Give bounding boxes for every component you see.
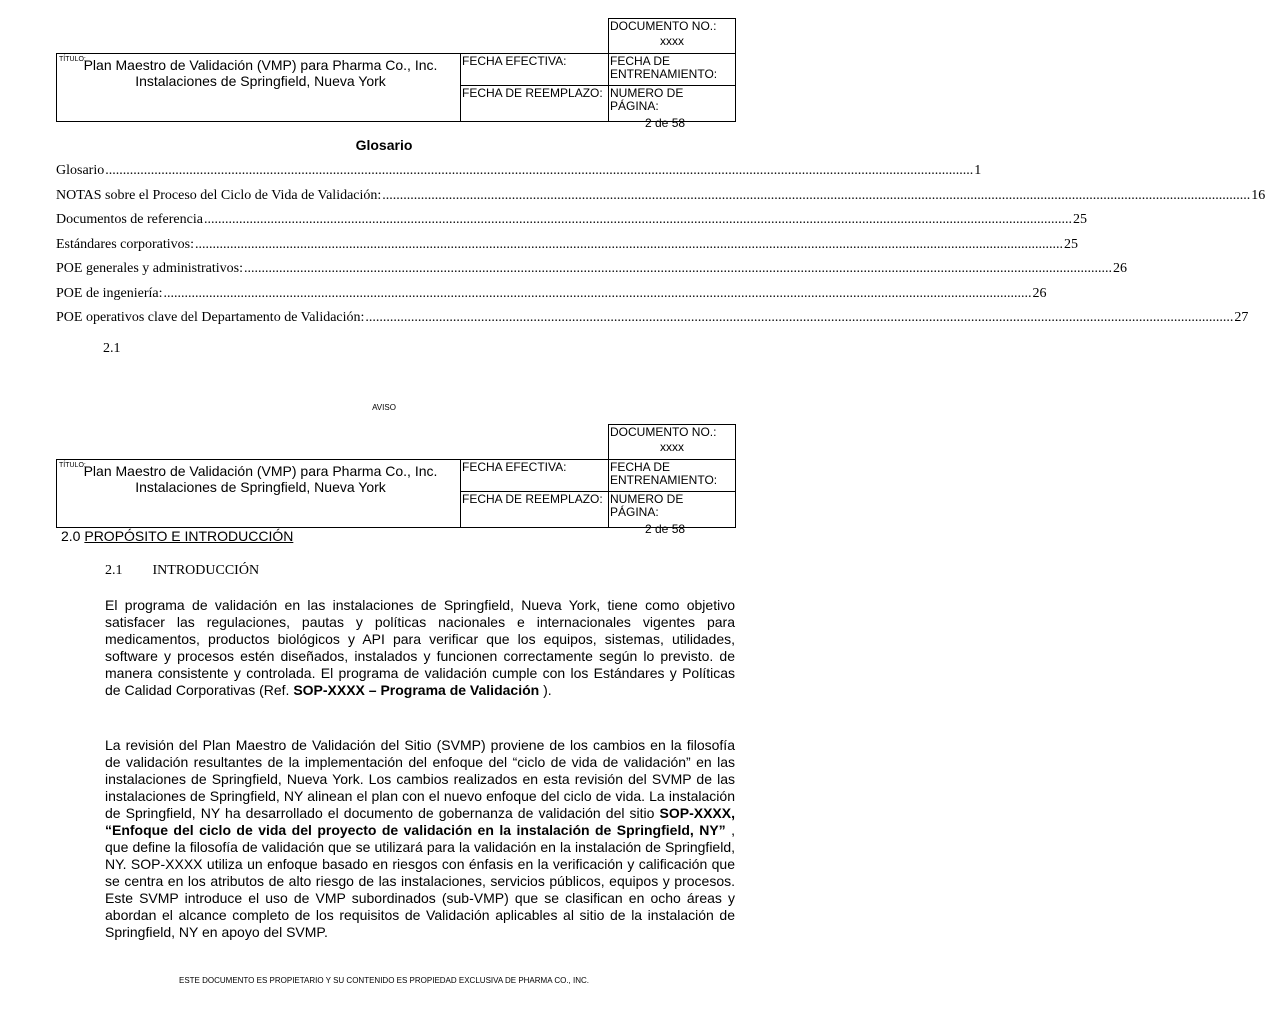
toc-entry-page: 25 — [1064, 236, 1079, 252]
page-number-label: NUMERO DE PÁGINA: — [610, 86, 684, 113]
toc-leader — [105, 163, 973, 179]
glossary-title: Glosario — [355, 137, 413, 153]
glossary-toc — [56, 163, 1265, 335]
replacement-date-cell — [460, 491, 609, 528]
toc-entry-page: 27 — [1234, 310, 1249, 325]
toc-entry[interactable] — [56, 285, 1047, 311]
title-cell — [56, 53, 461, 122]
replacement-date-label: FECHA DE REEMPLAZO: — [462, 86, 603, 100]
para2-sop-ref: SOP-XXXX, “Enfoque del ciclo de vida del proyecto de validación en la instalación de Springfield, NY” — [105, 805, 735, 838]
toc-leader — [204, 212, 1072, 228]
para1-text: El programa de validación en las instalaciones de Springfield, Nueva York, tiene como objetivo satisfacer las regulaciones, pautas y políticas nacionales e internacionales vigentes para medicamentos, productos biológicos y API para verificar que los equipos, sistemas, utilidades, software y procesos estén diseñados, instalados y funcionen correctamente según lo previsto. de manera consistente y controlada. El programa de validación cumple con los Estándares y Políticas de Calidad Corporativas (Ref. — [105, 597, 735, 698]
toc-entry-text: POE operativos clave del Departamento de Validación: — [56, 310, 365, 325]
toc-entry-text: NOTAS sobre el Proceso del Ciclo de Vida de Validación: — [56, 187, 382, 203]
toc-leader — [365, 310, 1233, 326]
toc-entry-text: POE generales y administrativos: — [56, 261, 244, 276]
effective-date-cell — [460, 459, 609, 492]
title-tag: TÍTULO: — [59, 56, 86, 63]
para1-sop-ref: SOP-XXXX – Programa de Validación — [293, 682, 540, 698]
intro-paragraph-2 — [105, 737, 735, 941]
subsection-heading — [105, 563, 259, 579]
toc-entry-page: 1 — [974, 163, 982, 178]
page-number-value: 2 de 58 — [645, 116, 686, 130]
title-tag: TÍTULO: — [59, 462, 86, 469]
subsection-title: INTRODUCCIÓN — [152, 563, 260, 578]
training-date-label: FECHA DE ENTRENAMIENTO: — [610, 460, 718, 487]
para1-end: ). — [539, 682, 552, 698]
doc-number-label: DOCUMENTO NO.: — [610, 19, 717, 33]
section-heading — [61, 528, 293, 544]
proprietary-footer: ESTE DOCUMENTO ES PROPIETARIO Y SU CONTENIDO ES PROPIEDAD EXCLUSIVA DE PHARMA CO., INC. — [178, 976, 589, 985]
toc-entry[interactable] — [56, 212, 1087, 237]
toc-entry[interactable] — [56, 163, 982, 188]
document-title: Plan Maestro de Validación (VMP) para Pharma Co., Inc. Instalaciones de Springfield, Nueva York — [83, 57, 438, 89]
toc-entry-page: 26 — [1113, 261, 1128, 276]
effective-date-label: FECHA EFECTIVA: — [462, 54, 567, 68]
effective-date-cell — [460, 53, 609, 86]
toc-entry-text: Glosario — [56, 163, 105, 178]
doc-number-cell — [608, 18, 736, 54]
training-date-cell — [608, 53, 736, 86]
toc-entry-text: POE de ingeniería: — [56, 285, 163, 301]
doc-number-cell — [608, 424, 736, 460]
page-number-cell — [608, 491, 736, 536]
document-header-1 — [56, 18, 736, 130]
title-cell — [56, 459, 461, 528]
toc-leader — [195, 237, 1063, 253]
stray-section-number: 2.1 — [103, 341, 121, 356]
page-number-label: NUMERO DE PÁGINA: — [610, 492, 684, 519]
toc-entry[interactable] — [56, 261, 1128, 286]
notice-label: AVISO — [372, 403, 396, 412]
section-number: 2.0 — [61, 528, 81, 544]
doc-number-value: xxxx — [660, 440, 684, 454]
toc-leader — [164, 286, 1032, 302]
section-title: PROPÓSITO E INTRODUCCIÓN — [84, 528, 294, 544]
page-number-value: 2 de 58 — [645, 522, 686, 536]
document-title: Plan Maestro de Validación (VMP) para Pharma Co., Inc. Instalaciones de Springfield, Nueva York — [83, 463, 438, 495]
doc-number-value: xxxx — [660, 34, 684, 48]
toc-entry-page: 26 — [1032, 285, 1047, 301]
toc-entry-text: Estándares corporativos: — [56, 236, 195, 252]
toc-entry-page: 25 — [1072, 212, 1087, 227]
para2-rest: , que define la filosofía de validación que se utilizará para la validación en la instalación de Springfield, NY. SOP-XXXX utiliza un enfoque basado en riesgos con énfasis en la verificación y calificación que se centra en los atributos de alto riesgo de las instalaciones, servicios públicos, equipos y procesos. Este SVMP introduce el uso de VMP subordinados (sub-VMP) que se clasifican en ocho áreas y abordan el alcance completo de los requisitos de Validación aplicables al sitio de la instalación de Springfield, NY en apoyo del SVMP. — [105, 822, 735, 940]
replacement-date-cell — [460, 85, 609, 122]
effective-date-label: FECHA EFECTIVA: — [462, 460, 567, 474]
toc-entry-text: Documentos de referencia — [56, 212, 203, 227]
toc-entry-page: 16 — [1251, 187, 1265, 203]
toc-leader — [244, 261, 1112, 277]
toc-entry[interactable] — [56, 310, 1249, 335]
toc-entry[interactable] — [56, 187, 1265, 213]
page-number-cell — [608, 85, 736, 130]
training-date-cell — [608, 459, 736, 492]
doc-number-label: DOCUMENTO NO.: — [610, 425, 717, 439]
replacement-date-label: FECHA DE REEMPLAZO: — [462, 492, 603, 506]
para2-text: La revisión del Plan Maestro de Validación del Sitio (SVMP) proviene de los cambios en la filosofía de validación resultantes de la implementación del enfoque del “ciclo de vida de validación” en las instalaciones de Springfield, Nueva York. Los cambios realizados en esta revisión del SVMP de las instalaciones de Springfield, NY alinean el plan con el nuevo enfoque del ciclo de vida. La instalación de Springfield, NY ha desarrollado el documento de gobernanza de validación del sitio — [105, 737, 735, 821]
toc-leader — [382, 188, 1250, 204]
subsection-number: 2.1 — [105, 563, 123, 578]
training-date-label: FECHA DE ENTRENAMIENTO: — [610, 54, 718, 81]
intro-paragraph-1 — [105, 597, 735, 699]
toc-entry[interactable] — [56, 236, 1079, 262]
